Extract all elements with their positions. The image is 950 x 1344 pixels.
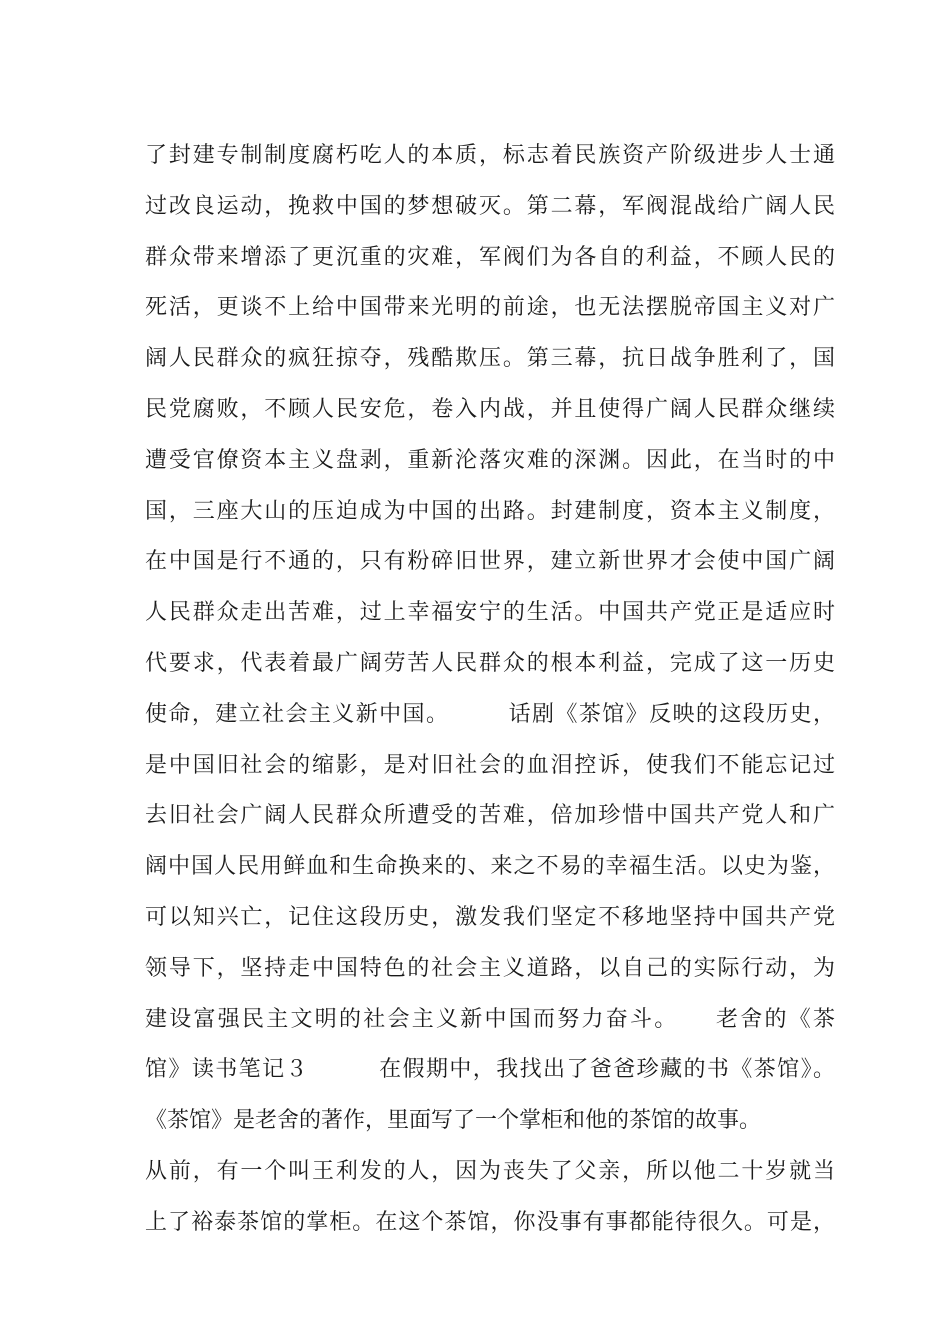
text-line: 过改良运动，挽救中国的梦想破灭。第二幕，军阀混战给广阔人民 [145, 193, 835, 219]
text-line: 代要求，代表着最广阔劳苦人民群众的根本利益，完成了这一历史 [145, 650, 835, 676]
text-line: 遭受官僚资本主义盘剥，重新沦落灾难的深渊。因此，在当时的中 [145, 447, 835, 473]
text-line: 使命，建立社会主义新中国。 话剧《茶馆》反映的这段历史， [145, 701, 835, 727]
text-line: 阔人民群众的疯狂掠夺，残酷欺压。第三幕，抗日战争胜利了，国 [145, 346, 835, 372]
text-line: 民党腐败，不顾人民安危，卷入内战，并且使得广阔人民群众继续 [145, 396, 835, 422]
text-line: 从前，有一个叫王利发的人，因为丧失了父亲，所以他二十岁就当 [145, 1158, 835, 1184]
text-line: 馆》读书笔记３ 在假期中，我找出了爸爸珍藏的书《茶馆》。 [145, 1057, 835, 1083]
text-line: 去旧社会广阔人民群众所遭受的苦难，倍加珍惜中国共产党人和广 [145, 803, 835, 829]
text-line: 是中国旧社会的缩影，是对旧社会的血泪控诉，使我们不能忘记过 [145, 752, 835, 778]
text-line: 群众带来增添了更沉重的灾难，军阀们为各自的利益，不顾人民的 [145, 244, 835, 270]
text-line: 建设富强民主文明的社会主义新中国而努力奋斗。 老舍的《茶 [145, 1006, 835, 1032]
text-line: 国，三座大山的压迫成为中国的出路。封建制度，资本主义制度， [145, 498, 835, 524]
document-body [145, 131, 835, 1249]
text-line: 阔中国人民用鲜血和生命换来的、来之不易的幸福生活。以史为鉴， [145, 854, 835, 880]
text-line: 了封建专制制度腐朽吃人的本质，标志着民族资产阶级进步人士通 [145, 143, 835, 168]
text-line: 在中国是行不通的，只有粉碎旧世界，建立新世界才会使中国广阔 [145, 549, 835, 575]
text-line: 领导下，坚持走中国特色的社会主义道路，以自己的实际行动，为 [145, 955, 835, 981]
text-line: 人民群众走出苦难，过上幸福安宁的生活。中国共产党正是适应时 [145, 600, 835, 626]
text-line: 可以知兴亡，记住这段历史，激发我们坚定不移地坚持中国共产党 [145, 904, 835, 930]
text-line: 《茶馆》是老舍的著作，里面写了一个掌柜和他的茶馆的故事。 [145, 1108, 762, 1134]
text-line: 死活，更谈不上给中国带来光明的前途，也无法摆脱帝国主义对广 [145, 295, 835, 321]
text-line: 上了裕泰茶馆的掌柜。在这个茶馆，你没事有事都能待很久。可是， [145, 1209, 835, 1235]
